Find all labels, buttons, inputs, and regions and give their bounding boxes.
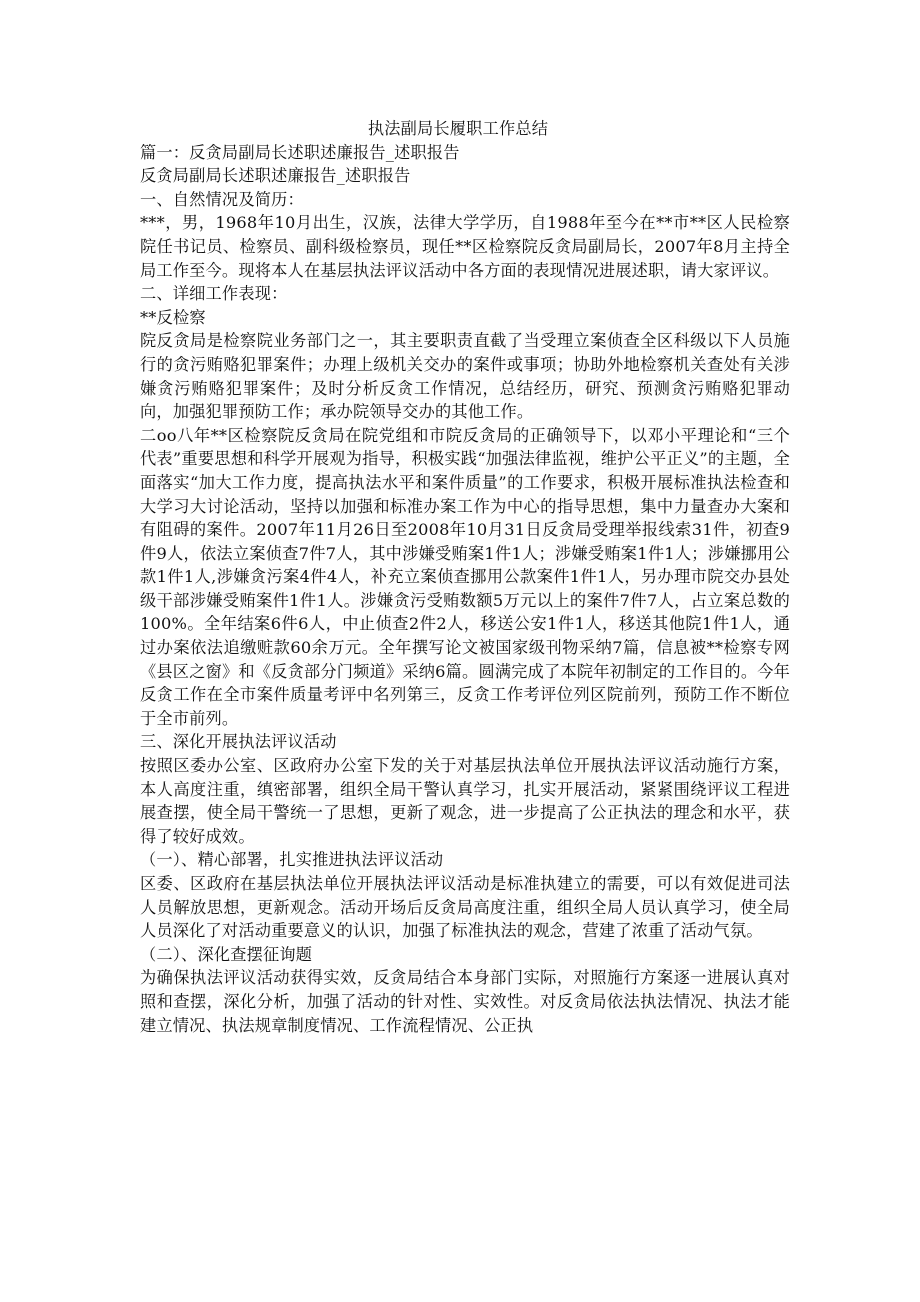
section-heading-work-performance: 二、详细工作表现：: [140, 284, 288, 304]
paragraph-bureau-duties: 院反贪局是检察院业务部门之一，其主要职责直截了当受理立案侦查全区科级以下人员施行的贪污贿赂犯罪案件；办理上级机关交办的案件或事项；协助外地检察机关查处有关涉嫌贪污贿赂犯罪案件；及时分析反贪工作情况，总结经历，研究、预测贪污贿赂犯罪动向，加强犯罪预防工作；承办院领导交办的其他工作。: [140, 331, 790, 422]
section-heading-part-one: 篇一：反贪局副局长述职述廉报告_述职报告: [140, 142, 460, 162]
section-heading-evaluation-activity: 三、深化开展执法评议活动: [140, 732, 337, 752]
paragraph-annual-work: 二oo八年**区检察院反贪局在院党组和市院反贪局的正确领导下，以邓小平理论和“三个代表”重要思想和科学开展观为指导，积极实践“加强法律监视，维护公平正义”的主题，全面落实“加大工作力度，提高执法水平和案件质量”的工作要求，积极开展标准执法检查和大学习大讨论活动，坚持以加强和标准办案工作为中心的指导思想，集中力量查办大案和有阻碍的案件。2007年11月26日至2008年10月31日反贪局受理举报线索31件，初查9件9人，依法立案侦查7件7人，其中涉嫌受贿案1件1人；涉嫌受贿案1件1人；涉嫌挪用公款1件1人,涉嫌贪污案4件4人，补充立案侦查挪用公款案件1件1人，另办理市院交办县处级干部涉嫌受贿案件1件1人。涉嫌贪污受贿数额5万元以上的案件7件7人，占立案总数的100%。全年结案6件6人，中止侦查2件2人，移送公安1件1人，移送其他院1件1人，通过办案依法追缴赃款60余万元。全年撰写论文被国家级刊物采纳7篇，信息被**检察专网《县区之窗》和《反贪部分门频道》采纳6篇。圆满完成了本院年初制定的工作目的。今年反贪工作在全市案件质量考评中名列第三，反贪工作考评位列区院前列，预防工作不断位于全市前列。: [140, 425, 790, 728]
subheading-problem-check: （二）、深化查摆征询题: [140, 944, 313, 964]
paragraph-problem-check: 为确保执法评议活动获得实效，反贪局结合本身部门实际，对照施行方案逐一进展认真对照和查摆，深化分析，加强了活动的针对性、实效性。对反贪局依法执法情况、执法才能建立情况、执法规章制度情况、工作流程情况、公正执: [140, 968, 790, 1035]
section-heading-basic-info: 一、自然情况及简历：: [140, 189, 304, 209]
report-title: 反贪局副局长述职述廉报告_述职报告: [140, 166, 411, 186]
subheading-careful-deployment: （一）、精心部署，扎实推进执法评议活动: [140, 850, 444, 870]
document-title: 执法副局长履职工作总结: [367, 119, 549, 138]
paragraph-resume: ***，男，1968年10月出生，汉族，法律大学学历，自1988年至今在**市**区人民检察院任书记员、检察员、副科级检察员，现任**区检察院反贪局副局长，2007年8月主持全局工作至今。现将本人在基层执法评议活动中各方面的表现情况进展述职，请大家评议。: [140, 213, 790, 280]
subheading-anti-corruption: **反检察: [140, 307, 206, 327]
paragraph-evaluation-plan: 按照区委办公室、区政府办公室下发的关于对基层执法单位开展执法评议活动施行方案，本人高度注重，缜密部署，组织全局干警认真学习，扎实开展活动，紧紧围绕评议工程进展查摆，使全局干警统一了思想，更新了观念，进一步提高了公正执法的理念和水平，获得了较好成效。: [140, 756, 790, 846]
paragraph-deployment: 区委、区政府在基层执法单位开展执法评议活动是标准执建立的需要，可以有效促进司法人员解放思想，更新观念。活动开场后反贪局高度注重，组织全局人员认真学习，使全局人员深化了对活动重要意义的认识，加强了标准执法的观念，营建了浓重了活动气氛。: [140, 874, 790, 941]
document-body: [140, 117, 790, 1037]
